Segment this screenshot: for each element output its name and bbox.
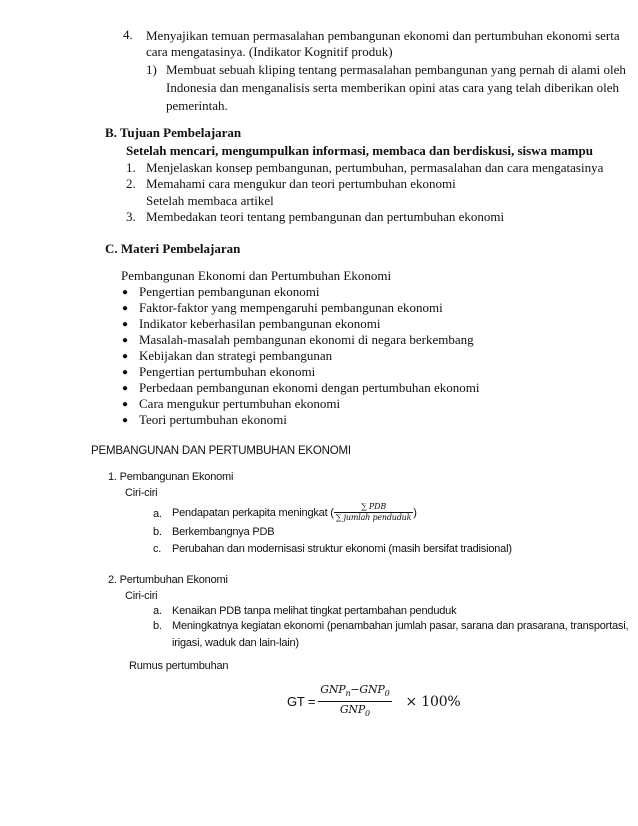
part1-item-a — [172, 502, 417, 523]
bullet-icon: ● — [122, 335, 129, 346]
item4-sub1-line3: pemerintah. — [166, 98, 228, 113]
formula-num-sub: n — [345, 689, 351, 699]
part1-item-number: b. — [153, 526, 162, 538]
formula-times: × 100% — [405, 693, 461, 710]
section-b-item: Memahami cara mengukur dan teori pertumbuhan ekonomi — [146, 176, 456, 191]
item4-line1: Menyajikan temuan permasalahan pembangunan ekonomi dan pertumbuhan ekonomi serta — [146, 28, 620, 43]
fraction-numerator: ∑ PDB — [334, 502, 414, 513]
bullet-icon: ● — [122, 383, 129, 394]
section-b-item: Menjelaskan konsep pembangunan, pertumbuhan, permasalahan dan cara mengatasinya — [146, 160, 604, 175]
part1-item-number: a. — [153, 508, 162, 520]
list-item: Pengertian pertumbuhan ekonomi — [139, 364, 316, 379]
section-b-heading: B. Tujuan Pembelajaran — [105, 125, 242, 140]
list-item: Pengertian pembangunan ekonomi — [139, 284, 320, 299]
part1-item-text: Pendapatan perkapita meningkat ( — [172, 506, 334, 519]
fraction-denominator: ∑ jumlah penduduk — [335, 513, 412, 522]
part2-item-number: b. — [153, 620, 162, 632]
item4-sub1-line1: Membuat sebuah kliping tentang permasalahan pembangunan yang pernah di alami oleh — [166, 62, 626, 77]
part2-item-a: Kenaikan PDB tanpa melihat tingkat pertambahan penduduk — [172, 605, 457, 617]
bullet-icon: ● — [122, 303, 129, 314]
growth-formula — [287, 682, 461, 721]
formula-minus-sub: 0 — [384, 689, 390, 699]
part1-item-c: Perubahan dan modernisasi struktur ekonomi (masih bersifat tradisional) — [172, 543, 512, 555]
notes-title: PEMBANGUNAN DAN PERTUMBUHAN EKONOMI — [91, 445, 351, 457]
bullet-icon: ● — [122, 399, 129, 410]
part1-item-b: Berkembangnya PDB — [172, 526, 275, 538]
list-item: Kebijakan dan strategi pembangunan — [139, 348, 333, 363]
list-item: Indikator keberhasilan pembangunan ekonomi — [139, 316, 381, 331]
list-item: Cara mengukur pertumbuhan ekonomi — [139, 396, 341, 411]
item4-sub1-line2: Indonesia dan menganalisis serta memberikan opini atas cara yang telah diberikan oleh — [166, 80, 620, 95]
part2-heading: 2. Pertumbuhan Ekonomi — [108, 574, 228, 586]
rumus-label: Rumus pertumbuhan — [129, 660, 229, 672]
part2-sub: Ciri-ciri — [125, 590, 158, 602]
formula-den-sub: 0 — [365, 709, 370, 719]
section-c-heading: C. Materi Pembelajaran — [105, 241, 241, 256]
pdb-fraction — [334, 502, 417, 523]
bullet-icon: ● — [122, 367, 129, 378]
part2-item-b-cont: irigasi, waduk dan lain-lain) — [172, 637, 299, 649]
formula-den-term: GNP — [339, 703, 366, 717]
formula-numerator — [318, 682, 391, 702]
bullet-icon: ● — [122, 351, 129, 362]
section-c-intro: Pembangunan Ekonomi dan Pertumbuhan Ekonomi — [121, 268, 392, 283]
section-b-item-number: 2. — [126, 176, 136, 191]
section-b-item-number: 1. — [126, 160, 136, 175]
list-item: Masalah-masalah pembangunan ekonomi di negara berkembang — [139, 332, 474, 347]
close-paren: ) — [413, 506, 417, 519]
item4-number: 4. — [123, 27, 133, 42]
item4-sub1-number: 1) — [146, 62, 157, 77]
part2-item-number: a. — [153, 605, 162, 617]
bullet-icon: ● — [122, 415, 129, 426]
formula-denominator — [318, 702, 391, 721]
formula-lhs: GT = — [287, 693, 316, 709]
part2-item-b: Meningkatnya kegiatan ekonomi (penambahan jumlah pasar, sarana dan prasarana, transportasi, — [172, 620, 629, 632]
part1-heading: 1. Pembangunan Ekonomi — [108, 471, 234, 483]
section-b-item: Setelah membaca artikel — [146, 193, 274, 208]
bullet-icon: ● — [122, 287, 129, 298]
list-item: Teori pertumbuhan ekonomi — [139, 412, 287, 427]
section-b-item: Membedakan teori tentang pembangunan dan pertumbuhan ekonomi — [146, 209, 505, 224]
part1-sub: Ciri-ciri — [125, 487, 158, 499]
section-b-intro: Setelah mencari, mengumpulkan informasi, membaca dan berdiskusi, siswa mampu — [126, 143, 593, 158]
section-b-item-number: 3. — [126, 209, 136, 224]
list-item: Perbedaan pembangunan ekonomi dengan pertumbuhan ekonomi — [139, 380, 480, 395]
formula-fraction — [318, 682, 391, 721]
formula-minus-term: −GNP — [350, 683, 385, 696]
part1-item-number: c. — [153, 543, 162, 555]
formula-num-term: GNP — [320, 683, 346, 696]
list-item: Faktor-faktor yang mempengaruhi pembangunan ekonomi — [139, 300, 443, 315]
bullet-icon: ● — [122, 319, 129, 330]
item4-line2: cara mengatasinya. (Indikator Kognitif produk) — [146, 44, 393, 59]
